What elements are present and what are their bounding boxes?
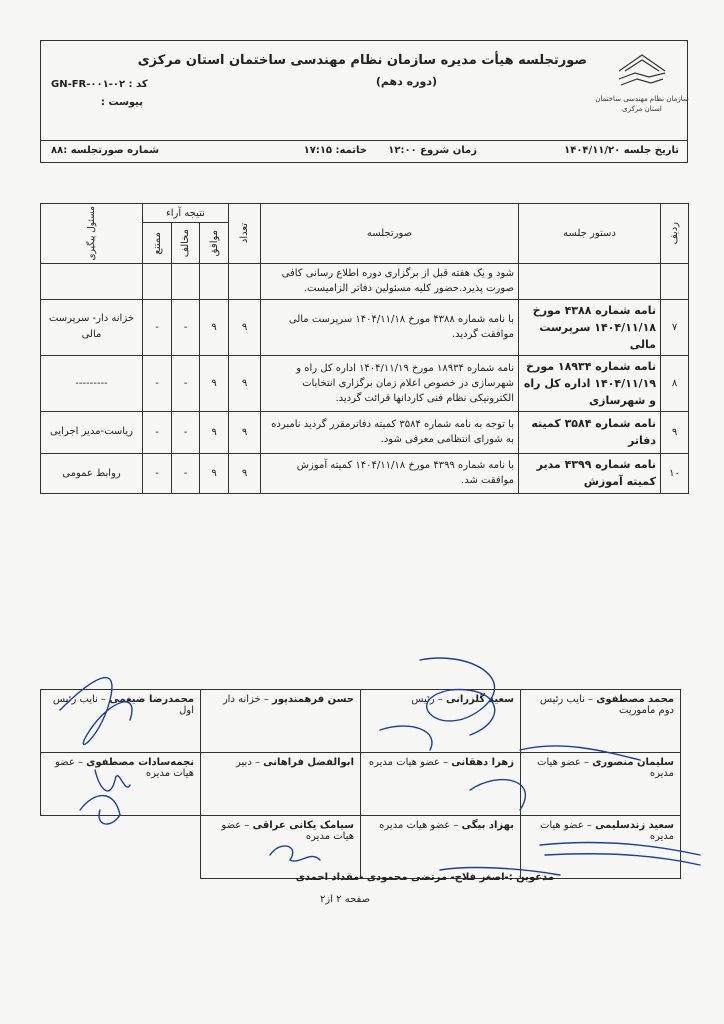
end-time: خاتمه: ۱۷:۱۵ xyxy=(303,145,367,156)
row-minutes: با نامه شماره ۴۳۹۹ مورخ ۱۴۰۴/۱۱/۱۸ کمیته آموزش موافقت شد. xyxy=(261,453,519,493)
row-oppose: - xyxy=(172,299,200,355)
document-code: کد : GN-FR-۰۰۱-۰۲ xyxy=(51,79,148,90)
signature-cell: سعید گلزرانی – رئیس xyxy=(361,690,521,753)
logo-text-line-2: استان مرکزی xyxy=(622,105,662,113)
row-oppose: - xyxy=(172,411,200,453)
signature-cell: سلیمان منصوری – عضو هیات مدیره xyxy=(521,753,681,816)
row-agree: ۹ xyxy=(200,299,229,355)
row-abstain: - xyxy=(143,411,172,453)
period-label: (دوره دهم) xyxy=(375,75,437,88)
row-minutes: نامه شماره ۱۸۹۳۴ مورخ ۱۴۰۴/۱۱/۱۹ اداره کل راه و شهرسازی در خصوص اعلام زمان برگزاری انتخابات الکترونیکی نظام فنی کاردانها قرائت گردید. xyxy=(261,355,519,411)
organization-logo xyxy=(595,49,689,117)
row-count: ۹ xyxy=(229,411,261,453)
handwritten-signatures xyxy=(0,640,724,900)
logo-text-line-1: سازمان نظام مهندسی ساختمان xyxy=(595,95,689,103)
table-row xyxy=(41,299,689,355)
document-title: صورتجلسه هیأت مدیره سازمان نظام مهندسی ساختمان استان مرکزی xyxy=(137,53,587,68)
row-minutes: با نامه شماره ۴۳۸۸ مورخ ۱۴۰۴/۱۱/۱۸ سرپرست مالی موافقت گردید. xyxy=(261,299,519,355)
header-responsible: مسئول پیگیری xyxy=(41,204,143,264)
row-agree: ۹ xyxy=(200,411,229,453)
row-agenda: نامه شماره ۴۳۹۹ مدیر کمیته آموزش xyxy=(519,453,661,493)
row-oppose: - xyxy=(172,355,200,411)
header-minutes: صورتجلسه xyxy=(261,204,519,264)
header-oppose: مخالف xyxy=(172,223,200,263)
row-minutes: با توجه به نامه شماره ۳۵۸۴ کمیته دفاترمقرر گردید نامبرده به شورای انتظامی معرفی شود. xyxy=(261,411,519,453)
row-abstain: - xyxy=(143,453,172,493)
agenda-table xyxy=(40,203,689,494)
signature-cell: محمدرضا ضیغمی – نایب رئیس اول xyxy=(41,690,201,753)
row-agenda: نامه شماره ۳۵۸۴ کمیته دفاتر xyxy=(519,411,661,453)
row-number: ۸ xyxy=(661,355,689,411)
header-count: تعداد xyxy=(229,204,261,264)
row-count: ۹ xyxy=(229,355,261,411)
minutes-number: شماره صورتجلسه :۸۸ xyxy=(51,145,160,156)
signature-cell: حسن فرهمندپور – خزانه دار xyxy=(201,690,361,753)
row-agenda: نامه شماره ۴۳۸۸ مورخ ۱۴۰۴/۱۱/۱۸ سرپرست مالی xyxy=(519,299,661,355)
header-agenda: دستور جلسه xyxy=(519,204,661,264)
table-row xyxy=(41,355,689,411)
header-vote-result: نتیجه آراء xyxy=(143,204,229,223)
page-number: صفحه ۲ از۲ xyxy=(320,894,371,905)
row-count: ۹ xyxy=(229,299,261,355)
signature-cell: بهزاد بیگی – عضو هیات مدیره xyxy=(361,816,521,879)
row-abstain: - xyxy=(143,299,172,355)
row-responsible: خزانه دار- سرپرست مالی xyxy=(41,299,143,355)
row-agree: ۹ xyxy=(200,453,229,493)
row-agree: ۹ xyxy=(200,355,229,411)
row-responsible: روابط عمومی xyxy=(41,453,143,493)
row-count: ۹ xyxy=(229,453,261,493)
row-agenda: نامه شماره ۱۸۹۳۴ مورخ ۱۴۰۴/۱۱/۱۹ اداره کل راه و شهرسازی xyxy=(519,355,661,411)
attachment-label: پیوست : xyxy=(101,97,144,108)
row-number: ۹ xyxy=(661,411,689,453)
table-row-carryover xyxy=(41,263,689,299)
header-row-number: ردیف xyxy=(661,204,689,264)
carryover-text: شود و یک هفته قبل از برگزاری دوره اطلاع رسانی کافی صورت پذیرد.حضور کلیه مسئولین دفاتر الزامیست. xyxy=(261,263,519,299)
row-number: ۷ xyxy=(661,299,689,355)
document-header xyxy=(40,40,688,163)
invitees-list: مدعوین :-اصغر فلاح- مرتضی محمودی -مقداد احمدی xyxy=(295,872,554,883)
row-responsible: ریاست-مدیر اجرایی xyxy=(41,411,143,453)
table-row xyxy=(41,453,689,493)
row-abstain: - xyxy=(143,355,172,411)
header-abstain: ممتنع xyxy=(143,223,172,263)
signature-cell: زهرا دهقانی – عضو هیات مدیره xyxy=(361,753,521,816)
row-responsible: --------- xyxy=(41,355,143,411)
signature-cell: نجمه‌سادات مصطفوی – عضو هیات مدیره xyxy=(41,753,201,816)
signature-cell: سعید زندسلیمی – عضو هیات مدیره xyxy=(521,816,681,879)
row-number: ۱۰ xyxy=(661,453,689,493)
signature-cell: ابوالفضل فراهانی – دبیر xyxy=(201,753,361,816)
header-agree: موافق xyxy=(200,223,229,263)
table-row xyxy=(41,411,689,453)
signature-cell: محمد مصطفوی – نایب رئیس دوم ماموریت xyxy=(521,690,681,753)
start-time: زمان شروع ۱۲:۰۰ xyxy=(388,145,477,156)
meeting-date: تاریخ جلسه ۱۴۰۴/۱۱/۲۰ xyxy=(564,145,679,156)
row-oppose: - xyxy=(172,453,200,493)
header-divider xyxy=(41,140,687,141)
signature-cell: سیامک یکانی عراقی – عضو هیات مدیره xyxy=(201,816,361,879)
